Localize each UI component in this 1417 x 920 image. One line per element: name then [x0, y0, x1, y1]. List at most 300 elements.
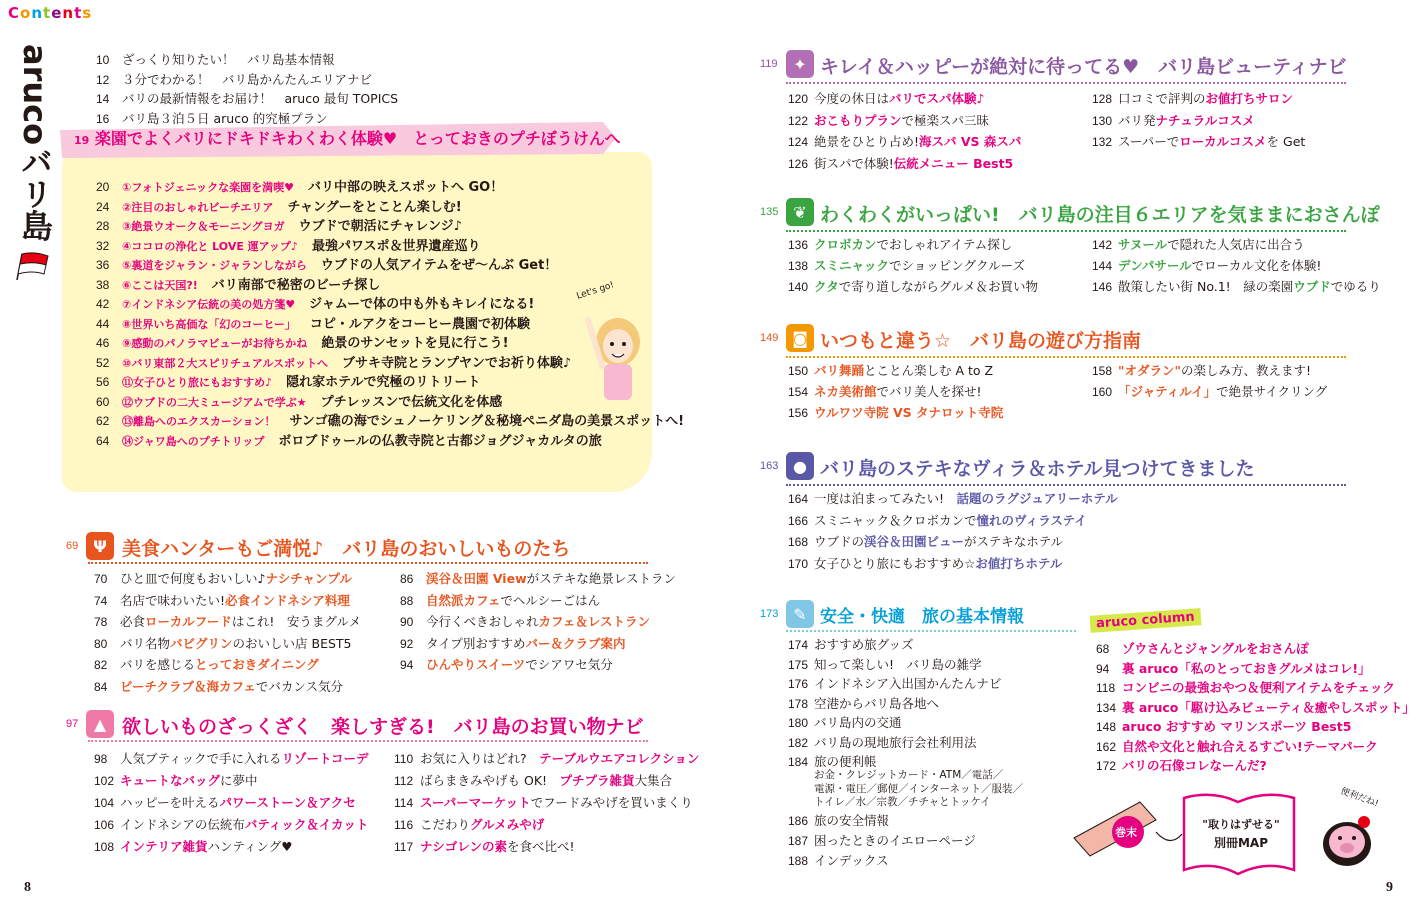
page-ref: 136 [788, 238, 809, 252]
page-ref: 168 [788, 535, 809, 549]
item-text: ブサキ寺院とランプヤンでお祈り体験♪ [342, 355, 572, 371]
map-label-2: 別冊MAP [1213, 836, 1269, 850]
item-highlight: ナチュラルコスメ [1155, 112, 1255, 128]
list-item [96, 90, 398, 108]
list-item [94, 750, 369, 768]
item-text: おすすめ旅グッズ [814, 637, 914, 652]
list-item [94, 816, 368, 834]
list-item [96, 354, 571, 373]
contents-letter: t [43, 4, 52, 22]
item-highlight: バティック＆イカット [244, 817, 369, 832]
item-highlight: とっておきダイニング [195, 657, 319, 672]
sub-item: お金・クレジットカード・ATM／電話／ [814, 769, 1004, 781]
list-item [788, 362, 993, 380]
page-ref: 24 [96, 199, 110, 214]
list-item [788, 656, 982, 674]
page-ref: 154 [788, 385, 809, 399]
item-text: バリを感じる [120, 657, 196, 672]
item-highlight: クロボカン [814, 237, 877, 252]
item-tag: ②注目のおしゃれビーチエリア [122, 200, 274, 214]
item-text: ジャムーで体の中も外もキレイになる! [309, 297, 535, 312]
page-ref: 12 [96, 72, 110, 87]
page-ref: 164 [788, 492, 809, 506]
kanmatsu-label: 巻末 [1115, 826, 1137, 839]
page-ref: 74 [94, 593, 108, 608]
item-highlight: 渓谷＆田園ビュー [864, 534, 965, 549]
item-text: 絶景をひとり占め! [814, 134, 920, 149]
item-text: でローカル文化を体験! [1191, 258, 1322, 273]
page-ref: 38 [96, 277, 110, 292]
pig-speech: 便利だね! [1338, 786, 1380, 810]
list-item [788, 852, 889, 870]
beauty-title: キレイ＆ハッピーが絶対に待ってる♥ バリ島ビューティナビ [820, 56, 1347, 78]
item-highlight: お値打ちサロン [1205, 91, 1294, 106]
page-ref: 186 [788, 814, 809, 828]
item-tag: ⑧世界いち高価な「幻のコーヒー」 [122, 317, 296, 331]
girl-illustration [580, 300, 654, 410]
list-item [394, 772, 672, 790]
item-text: ボロブドゥールの仏教寺院と古都ジョグジャカルタの旅 [278, 433, 602, 449]
list-item [394, 750, 699, 768]
page-ref: 175 [788, 657, 809, 672]
page-ref: 102 [94, 774, 115, 788]
list-item [394, 816, 544, 834]
list-item [788, 90, 985, 108]
item-text: 自然や文化と触れ合えるすごい!テーマパーク [1122, 738, 1378, 754]
item-text: 口コミで評判の [1118, 91, 1206, 106]
list-item [1092, 257, 1321, 275]
list-item [1092, 236, 1305, 254]
item-highlight: おこもりプラン [814, 112, 902, 128]
item-tag: ⑦インドネシア伝統の美の処方箋♥ [122, 298, 296, 311]
item-highlight: ローカルフード [145, 614, 232, 629]
item-highlight: 話題のラグジュアリーホテル [956, 491, 1118, 506]
list-item [96, 71, 372, 89]
hotels-divider [786, 484, 1346, 486]
item-highlight: ナシゴレンの素 [420, 839, 507, 854]
page-ref: 60 [96, 394, 110, 409]
shopping-divider [88, 740, 648, 742]
list-item [1092, 90, 1293, 108]
item-tag: ⑩バリ東部２大スピリチュアルスポットへ [122, 356, 328, 370]
page-ref: 20 [96, 180, 110, 194]
gourmet-title: 美食ハンターもご満悦♪ バリ島のおいしいものたち [122, 538, 571, 560]
item-text: バリ中部の映えスポットへ GO！ [307, 180, 504, 195]
item-text: ハッピーを叶える [120, 795, 220, 810]
item-text: でショッピングクルーズ [889, 258, 1026, 273]
item-text: バリ南部で秘密のビーチ探し [211, 277, 381, 293]
page-ref: 90 [400, 615, 414, 629]
list-item [1096, 640, 1309, 658]
item-text: 最強パワスポ＆世界遺産巡り [311, 238, 481, 254]
lets-go-text: Let's go! [575, 280, 616, 302]
list-item [1092, 383, 1327, 401]
page-number-left: 8 [24, 880, 31, 895]
item-text: 知って楽しい! バリ島の雑学 [814, 656, 982, 672]
item-highlight: バー＆クラブ案内 [525, 635, 626, 651]
item-highlight: 憧れのヴィラステイ [976, 512, 1087, 528]
shopping-title: 欲しいものざっくざく 楽しすぎる! バリ島のお買い物ナビ [122, 716, 644, 738]
page-ref: 176 [788, 677, 809, 691]
item-text: で絶景サイクリング [1216, 384, 1328, 399]
list-item [94, 794, 356, 812]
page-ref: 117 [394, 840, 414, 854]
item-tag: ⑬離島へのエクスカーション！ [122, 415, 276, 428]
item-text: バリの最新情報をお届け！ aruco 最旬 TOPICS [122, 91, 399, 106]
item-text: 人気ブティックで手に入れる [120, 751, 282, 766]
list-item [1096, 757, 1267, 775]
list-item [1096, 699, 1415, 717]
item-text: ウブドで朝活にチャレンジ♪ [298, 219, 462, 234]
list-item [96, 198, 462, 217]
item-text: サンゴ礁の海でシュノーケリング＆秘境ペニダ島の美景スポットへ! [289, 414, 685, 429]
item-tag: ⑫ウブドの二大ミュージアムで学ぶ★ [122, 395, 307, 409]
page-ref: 32 [96, 238, 110, 253]
list-item [1092, 278, 1381, 296]
page-ref: 62 [96, 414, 110, 428]
page-ref: 178 [788, 696, 809, 711]
item-tag: ⑪女子ひとり旅にもおすすめ♪ [122, 376, 273, 389]
page-ref: 14 [96, 92, 110, 106]
list-item [94, 613, 361, 631]
page-ref: 80 [94, 636, 108, 651]
list-item [1092, 362, 1311, 380]
page-ref: 78 [94, 615, 108, 629]
item-highlight: デンパサール [1118, 258, 1192, 273]
page-ref: 108 [94, 840, 115, 854]
item-highlight: グルメみやげ [470, 817, 545, 832]
list-item [96, 237, 481, 256]
page-ref: 28 [96, 219, 110, 233]
item-text: ひと皿で何度もおいしい♪ [120, 571, 266, 586]
item-text: 裏 aruco「駆け込みビューティ＆癒やしスポット」 [1122, 699, 1415, 715]
list-item [94, 838, 292, 856]
list-item [1096, 738, 1378, 756]
page-ref: 10 [96, 53, 110, 67]
list-item [96, 276, 380, 295]
page-ref: 82 [94, 658, 108, 672]
item-tag: ③絶景ウオーク＆モーニングヨガ [122, 220, 285, 233]
play-title: いつもと違う☆ バリ島の遊び方指南 [820, 330, 1142, 352]
item-text: ばらまきみやげも OK! [420, 773, 560, 788]
item-highlight: バリ舞踊 [814, 363, 865, 378]
item-text: を食べ比べ! [506, 839, 575, 854]
page-ref: 156 [788, 406, 809, 420]
contents-letter: C [8, 4, 21, 22]
beauty-divider [786, 82, 1346, 84]
page-ref: 116 [394, 818, 414, 832]
contents-label [8, 4, 92, 22]
page-ref: 94 [1096, 661, 1110, 676]
areas-number: 135 [760, 206, 779, 218]
item-text: でシアワセ気分 [525, 657, 613, 672]
page-ref: 124 [788, 135, 809, 149]
item-text: のおいしい店 BEST5 [232, 635, 352, 651]
sparkle-icon: ✦ [786, 50, 814, 78]
page-ref: 106 [94, 818, 115, 832]
item-text: 絶景のサンセットを見に行こう! [321, 336, 509, 351]
item-text: スミニャック＆クロボカンで [814, 512, 977, 528]
page-ref: 146 [1092, 280, 1113, 294]
item-text: 旅の便利帳 [814, 754, 877, 769]
item-text: ３分でわかる！ バリ島かんたんエリアナビ [122, 71, 373, 87]
item-highlight: バリでスパ体験♪ [889, 91, 985, 106]
list-item [1092, 133, 1305, 151]
page-ref: 16 [96, 111, 110, 126]
list-item [96, 256, 557, 275]
list-item [94, 635, 352, 653]
list-item [96, 217, 462, 236]
page-ref: 130 [1092, 113, 1113, 128]
list-item [788, 695, 939, 713]
page-ref: 138 [788, 259, 809, 273]
item-tag: ⑭ジャワ島へのプチトリップ [122, 434, 265, 448]
list-item [788, 832, 976, 850]
item-text: でバリ美人を探せ! [876, 384, 982, 399]
list-item [96, 315, 530, 334]
list-item [1096, 718, 1351, 736]
list-item [96, 373, 481, 392]
page-ref: 70 [94, 572, 108, 586]
page-ref: 84 [94, 679, 108, 694]
list-item [96, 295, 534, 314]
list-item [788, 675, 1001, 693]
item-text: バリ名物 [120, 635, 171, 651]
item-text: 裏 aruco「私のとっておきグルメはコレ!」 [1122, 660, 1371, 676]
page-ref: 158 [1092, 364, 1113, 378]
page-ref: 86 [400, 572, 414, 586]
page-ref: 150 [788, 364, 809, 378]
item-text: ウブドの [814, 534, 865, 549]
page-ref: 144 [1092, 259, 1113, 273]
play-divider [786, 356, 1346, 358]
item-highlight: ローカルコスメ [1179, 134, 1267, 149]
item-text: 女子ひとり旅にもおすすめ☆ [814, 555, 976, 571]
item-text: ハンティング♥ [207, 839, 293, 854]
page-ref: 98 [94, 752, 108, 766]
list-item [788, 257, 1025, 275]
item-text: でフードみやげを買いまくり [530, 795, 693, 810]
item-text: こだわり [420, 817, 471, 832]
item-tag: ④ココロの浄化と LOVE 運アップ♪ [122, 239, 298, 253]
item-text: で隠れた人気店に出合う [1167, 237, 1305, 252]
item-highlight: ウブド [1293, 279, 1331, 294]
list-item [94, 772, 258, 790]
list-item [400, 656, 613, 674]
page-ref: 122 [788, 113, 809, 128]
hotels-title: バリ島のステキなヴィラ＆ホテル見つけてきました [820, 458, 1255, 480]
item-text: 散策したい街 No.1! 緑の楽園 [1118, 279, 1294, 294]
item-highlight: キュートなバッグ [120, 773, 221, 788]
item-highlight: クタ [814, 279, 839, 294]
page-number-right: 9 [1386, 880, 1393, 895]
info-number: 173 [760, 608, 779, 620]
list-item [400, 570, 676, 588]
item-text: バリ発 [1118, 112, 1156, 128]
page-ref: 170 [788, 556, 809, 571]
page-ref: 68 [1096, 642, 1110, 656]
play-number: 149 [760, 332, 779, 344]
item-text: 名店で味わいたい! [120, 592, 226, 608]
page-ref: 140 [788, 280, 809, 294]
list-item [394, 838, 574, 856]
page-ref: 94 [400, 658, 414, 672]
item-text: とことん楽しむ A to Z [864, 363, 994, 378]
page-ref: 162 [1096, 739, 1117, 754]
sub-item: 電源・電圧／郵便／インターネット／服装／ [814, 782, 1024, 795]
list-item [1096, 679, 1395, 697]
page-ref: 120 [788, 92, 809, 106]
item-text: インデックス [814, 853, 889, 868]
item-tag: ⑥ここは天国?! [122, 278, 198, 292]
item-text: を Get [1266, 134, 1306, 149]
gourmet-divider [88, 562, 648, 564]
item-text: 今行くべきおしゃれ [426, 614, 539, 629]
item-highlight: 伝統メニュー Best5 [893, 155, 1014, 171]
info-title: 安全・快適 旅の基本情報 [820, 607, 1024, 627]
shopping-number: 97 [66, 718, 79, 730]
page-ref: 182 [788, 735, 809, 750]
list-item [1096, 660, 1371, 678]
item-text: プチレッスンで伝統文化を体感 [320, 394, 503, 410]
page-ref: 174 [788, 638, 809, 652]
item-highlight: 海スパ VS 森スパ [919, 134, 1022, 149]
list-item [96, 51, 335, 69]
item-highlight: バビグリン [170, 635, 233, 651]
fork-knife-icon: Ψ [86, 532, 114, 560]
item-highlight: プチプラ雑貨 [559, 773, 635, 788]
item-text: はこれ! 安うまグルメ [231, 614, 362, 629]
pig-mascot-icon [1318, 808, 1376, 872]
item-highlight: "オダラン" [1118, 363, 1182, 378]
item-text: コピ・ルアクをコーヒー農園で初体験 [309, 316, 530, 332]
item-highlight: カフェ＆レストラン [538, 614, 651, 629]
item-highlight: 必食インドネシア料理 [225, 592, 350, 608]
item-highlight: サヌール [1118, 237, 1168, 252]
item-tag: ⑨感動のパノラマビューがお待ちかね [122, 337, 308, 350]
page-ref: 88 [400, 593, 414, 608]
page-ref: 44 [96, 316, 110, 331]
item-text: がステキなホテル [964, 534, 1064, 549]
item-text: 空港からバリ島各地へ [814, 695, 940, 711]
list-item [96, 178, 503, 197]
item-tag: ①フォトジェニックな楽園を満喫♥ [122, 181, 294, 194]
item-highlight: ウルワツ寺院 VS タナロット寺院 [814, 405, 1004, 420]
item-text: がステキな絶景レストラン [526, 571, 677, 586]
page-ref: 92 [400, 636, 414, 651]
item-text: インドネシア入出国かんたんナビ [814, 676, 1002, 691]
list-item [94, 570, 352, 588]
list-item [788, 636, 914, 654]
pencil-icon: ✎ [786, 600, 814, 628]
page-ref: 52 [96, 355, 110, 370]
item-highlight: スミニャック [814, 258, 890, 273]
list-item [788, 533, 1063, 551]
list-item [788, 236, 1012, 254]
item-text: バリ島の現地旅行会社利用法 [814, 734, 977, 750]
page-ref: 64 [96, 433, 110, 448]
item-highlight: ビーチクラブ＆海カフェ [120, 678, 256, 694]
page-ref: 112 [394, 774, 414, 788]
item-text: 隠れ家ホテルで究極のリトリート [286, 375, 481, 390]
item-text: の楽しみ方、教えます! [1181, 363, 1312, 378]
item-text: バリの石像コレなーんだ? [1122, 758, 1267, 773]
item-text: タイプ別おすすめ [426, 635, 526, 651]
page-ref: 126 [788, 156, 809, 171]
list-item [394, 794, 693, 812]
gourmet-number: 69 [66, 540, 79, 552]
page-ref: 134 [1096, 700, 1117, 715]
list-item [94, 592, 350, 610]
item-text: 大集合 [634, 773, 673, 788]
camera-icon: ◙ [786, 324, 814, 352]
item-highlight: パワーストーン＆アクセ [219, 795, 356, 810]
page-ref: 114 [394, 796, 414, 810]
item-text: バリ島内の交通 [814, 715, 902, 730]
page-ref: 36 [96, 258, 110, 272]
info-divider [786, 630, 1076, 632]
contents-letter: s [82, 4, 93, 22]
shopping-bag-icon: ▲ [86, 710, 114, 738]
sub-item: トイレ／水／宗教／チチャとトッケイ [814, 796, 991, 808]
contents-letter: o [20, 4, 32, 22]
page-ref: 160 [1092, 385, 1113, 399]
item-text: でバカンス気分 [255, 678, 344, 694]
item-text: でゆるり [1330, 279, 1381, 294]
page-ref: 132 [1092, 135, 1113, 149]
page-ref: 187 [788, 834, 809, 848]
list-item [94, 678, 343, 696]
item-text: お気に入りはどれ? [420, 751, 540, 766]
item-text: 困ったときのイエローページ [814, 833, 976, 848]
item-text: インドネシアの伝統布 [120, 817, 245, 832]
list-item [788, 812, 889, 830]
item-text: 一度は泊まってみたい! [814, 491, 957, 506]
item-text: ざっくり知りたい！ バリ島基本情報 [122, 52, 335, 67]
item-highlight: リゾートコーデ [281, 751, 369, 766]
item-tag: ⑤裏道をジャラン・ジャランしながら [122, 259, 307, 272]
item-text: バリ島３泊５日 aruco 的究極プラン [122, 110, 328, 126]
contents-letter: t [74, 4, 83, 22]
item-highlight: テーブルウエアコレクション [539, 751, 700, 766]
item-text: で寄り道しながらグルメ＆お買い物 [838, 279, 1039, 294]
page-ref: 172 [1096, 759, 1117, 773]
item-highlight: インテリア雑貨 [120, 839, 208, 854]
page-ref: 104 [94, 796, 115, 810]
page-ref: 184 [788, 755, 809, 769]
contents-letter: e [51, 4, 63, 22]
adventure-title: 19 楽園でよくバリにドキドキわくわく体験♥ とっておきのプチぼうけんへ [74, 129, 621, 148]
item-text: でおしゃれアイテム探し [876, 237, 1013, 252]
item-highlight: スーパーマーケット [420, 795, 531, 810]
item-text: 旅の安全情報 [814, 813, 890, 828]
item-text: コンビニの最強おやつ＆便利アイテムをチェック [1122, 680, 1395, 695]
item-highlight: ネカ美術館 [814, 384, 877, 399]
hotels-number: 163 [760, 460, 779, 472]
areas-divider [786, 230, 1346, 232]
item-text: ウブドの人気アイテムをぜ〜んぶ Get！ [320, 258, 558, 273]
item-text: チャングーをとことん楽しむ! [287, 199, 462, 215]
list-item [400, 592, 600, 610]
page-ref: 188 [788, 854, 809, 868]
footprint-icon: ❦ [786, 198, 814, 226]
list-item [788, 112, 989, 130]
list-item [788, 734, 977, 752]
map-label-1: "取りはずせる" [1202, 818, 1280, 831]
page-ref: 118 [1096, 681, 1116, 695]
contents-letter: n [62, 4, 75, 22]
list-item [788, 155, 1013, 173]
